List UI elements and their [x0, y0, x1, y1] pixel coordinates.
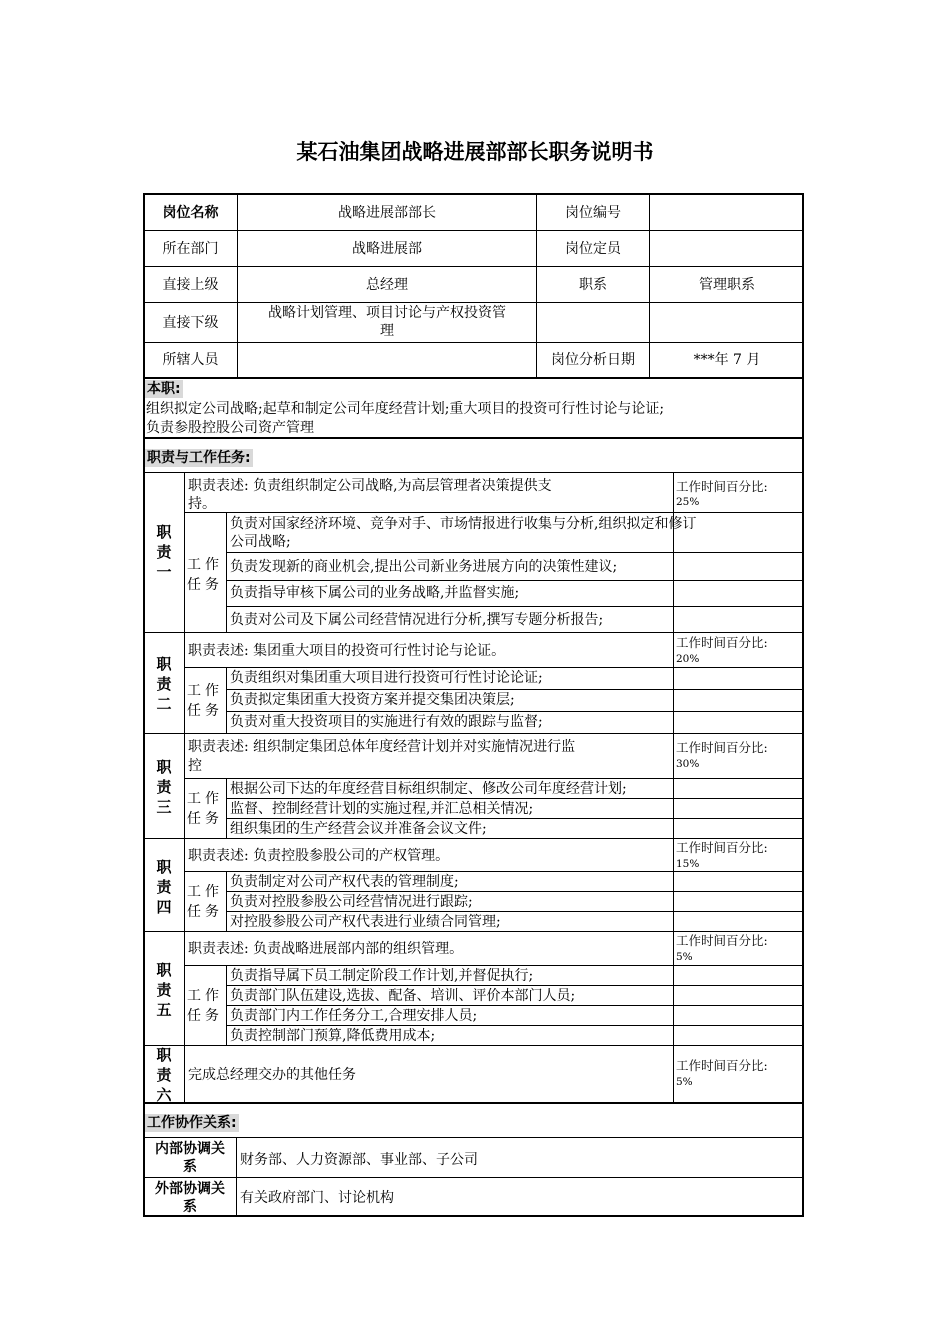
duty-4-pct-label: 工作时间百分比:	[676, 840, 768, 855]
duty-5-pct-label: 工作时间百分比:	[676, 933, 768, 948]
duty-1-pct-value: 25%	[676, 496, 700, 508]
duty-2-desc: 职责表述: 集团重大项目的投资可行性讨论与论证。	[188, 643, 506, 659]
duty-2-task-1: 负责组织对集团重大项目进行投资可行性讨论论证;	[230, 670, 543, 686]
label-position-code: 岗位编号	[565, 205, 621, 221]
internal-cooperation-label-line2: 系	[183, 1159, 197, 1175]
duty-3-work-task-label: 工作 任务	[187, 791, 223, 827]
duty-3-name: 职 责 三	[156, 758, 172, 816]
label-department: 所在部门	[162, 241, 219, 257]
external-cooperation-value: 有关政府部门、讨论机构	[240, 1190, 394, 1206]
duty-3-desc-line1: 职责表述: 组织制定集团总体年度经营计划并对实施情况进行监	[188, 739, 576, 755]
duty-4-desc: 职责表述: 负责控股参股公司的产权管理。	[188, 848, 450, 864]
duty-5-pct-value: 5%	[676, 951, 693, 963]
internal-cooperation-value: 财务部、人力资源部、事业部、子公司	[240, 1152, 478, 1168]
duty-4-task-2: 负责对控股参股公司经营情况进行跟踪;	[230, 894, 473, 910]
external-cooperation-label-line2: 系	[183, 1199, 197, 1215]
duty-5-desc: 职责表述: 负责战略进展部内部的组织管理。	[188, 941, 464, 957]
duty-1-pct-label: 工作时间百分比:	[676, 479, 768, 494]
duty-1-desc-line1: 职责表述: 负责组织制定公司战略,为高层管理者决策提供支	[188, 478, 552, 494]
duty-3-pct-label: 工作时间百分比:	[676, 740, 768, 755]
duty-5-work-task-label: 工作 任务	[187, 988, 223, 1024]
duty-2-work-task-label: 工作 任务	[187, 683, 223, 719]
core-duty-label: 本职:	[147, 381, 181, 397]
cooperation-section-label: 工作协作关系:	[147, 1115, 237, 1131]
duty-4-pct-value: 15%	[676, 858, 700, 870]
external-cooperation-label-line1: 外部协调关	[155, 1181, 225, 1197]
page-title: 某石油集团战略进展部部长职务说明书	[296, 140, 654, 164]
duty-1-name: 职 责 一	[156, 523, 172, 581]
duty-4-task-3: 对控股参股公司产权代表进行业绩合同管理;	[230, 914, 501, 930]
duty-6-name: 职 责 六	[156, 1046, 172, 1104]
duty-1-task-4: 负责对公司及下属公司经营情况进行分析,撰写专题分析报告;	[230, 612, 604, 628]
duty-6-pct-label: 工作时间百分比:	[676, 1058, 768, 1073]
duty-1-task-1b: 公司战略;	[230, 534, 291, 550]
duty-6-desc: 完成总经理交办的其他任务	[188, 1067, 356, 1083]
duty-3-task-1: 根据公司下达的年度经营目标组织制定、修改公司年度经营计划;	[230, 781, 627, 797]
value-department: 战略进展部	[352, 241, 422, 257]
value-analysis-date: ***年 7 月	[693, 352, 761, 368]
duty-5-task-4: 负责控制部门预算,降低费用成本;	[230, 1028, 436, 1044]
duty-4-work-task-label: 工作 任务	[187, 884, 223, 920]
duty-2-task-2: 负责拟定集团重大投资方案并提交集团决策层;	[230, 692, 515, 708]
label-staff: 所辖人员	[162, 352, 219, 368]
duty-5-task-1: 负责指导属下员工制定阶段工作计划,并督促执行;	[230, 968, 534, 984]
label-headcount: 岗位定员	[565, 241, 621, 257]
duty-4-task-1: 负责制定对公司产权代表的管理制度;	[230, 874, 459, 890]
duty-1-task-3: 负责指导审核下属公司的业务战略,并监督实施;	[230, 585, 520, 601]
duty-6-pct-value: 5%	[676, 1076, 693, 1088]
label-position-name: 岗位名称	[162, 205, 219, 221]
duty-1-work-task-label: 工作 任务	[187, 557, 223, 593]
duty-2-task-3: 负责对重大投资项目的实施进行有效的跟踪与监督;	[230, 714, 543, 730]
duty-3-desc-line2: 控	[188, 758, 202, 774]
label-direct-subordinates: 直接下级	[162, 315, 219, 331]
core-duty-line2: 负责参股控股公司资产管理	[146, 420, 314, 436]
label-job-family: 职系	[579, 277, 607, 293]
duty-1-task-2: 负责发现新的商业机会,提出公司新业务进展方向的决策性建议;	[230, 559, 618, 575]
duty-3-pct-value: 30%	[676, 758, 700, 770]
core-duty-line1: 组织拟定公司战略;起草和制定公司年度经营计划;重大项目的投资可行性讨论与论证;	[146, 401, 665, 417]
duty-5-task-2: 负责部门队伍建设,选拔、配备、培训、评价本部门人员;	[230, 988, 576, 1004]
duty-5-name: 职 责 五	[156, 961, 172, 1019]
value-direct-superior: 总经理	[366, 277, 408, 293]
duty-2-pct-value: 20%	[676, 653, 700, 665]
duty-3-task-2: 监督、控制经营计划的实施过程,并汇总相关情况;	[230, 801, 534, 817]
duty-2-name: 职 责 二	[156, 655, 172, 713]
label-analysis-date: 岗位分析日期	[551, 352, 635, 368]
duties-section-label: 职责与工作任务:	[147, 450, 251, 466]
value-position-name: 战略进展部部长	[338, 205, 436, 221]
duty-4-name: 职 责 四	[156, 858, 172, 916]
duty-3-task-3: 组织集团的生产经营会议并准备会议文件;	[230, 821, 487, 837]
value-direct-subordinates-line2: 理	[380, 323, 394, 339]
duty-1-desc-line2: 持。	[188, 496, 216, 512]
duty-1-task-1a: 负责对国家经济环境、竞争对手、市场情报进行收集与分析,组织拟定和修订	[230, 516, 697, 532]
duty-2-pct-label: 工作时间百分比:	[676, 635, 768, 650]
value-direct-subordinates-line1: 战略计划管理、项目讨论与产权投资管	[268, 305, 506, 321]
internal-cooperation-label-line1: 内部协调关	[155, 1141, 225, 1157]
label-direct-superior: 直接上级	[162, 277, 219, 293]
duty-5-task-3: 负责部门内工作任务分工,合理安排人员;	[230, 1008, 478, 1024]
value-job-family: 管理职系	[699, 277, 755, 293]
